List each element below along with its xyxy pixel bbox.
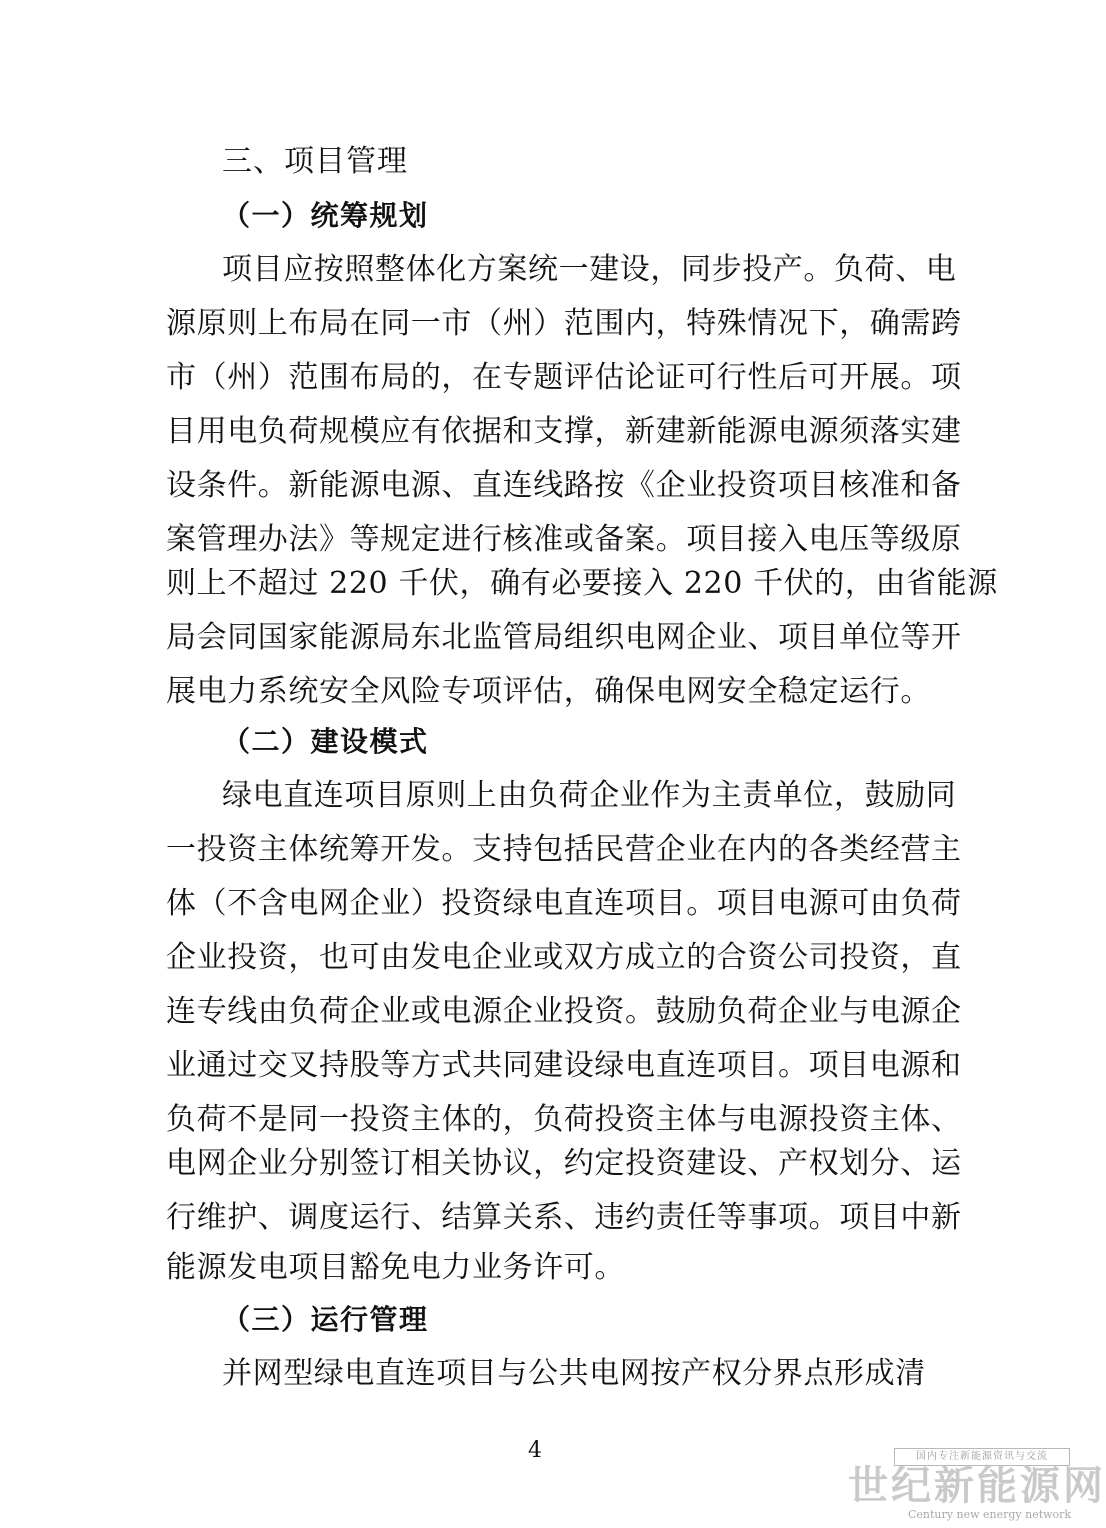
paragraph-line: 案管理办法》等规定进行核准或备案。项目接入电压等级原: [166, 522, 962, 557]
paragraph-line: 展电力系统安全风险专项评估，确保电网安全稳定运行。: [166, 674, 931, 709]
paragraph-line: 体（不含电网企业）投资绿电直连项目。项目电源可由负荷: [166, 886, 962, 921]
section-title: 三、项目管理: [222, 144, 408, 179]
paragraph-line: 一投资主体统筹开发。支持包括民营企业在内的各类经营主: [166, 832, 962, 867]
paragraph-line: 连专线由负荷企业或电源企业投资。鼓励负荷企业与电源企: [166, 994, 962, 1029]
site-watermark: [848, 1448, 1106, 1524]
paragraph-line: 电网企业分别签订相关协议，约定投资建设、产权划分、运: [166, 1146, 962, 1181]
paragraph-line: 设条件。新能源电源、直连线路按《企业投资项目核准和备: [166, 468, 962, 503]
paragraph-line: 业通过交叉持股等方式共同建设绿电直连项目。项目电源和: [166, 1048, 962, 1083]
subsection-heading-3: （三）运行管理: [222, 1303, 429, 1336]
paragraph-line: 目用电负荷规模应有依据和支撑，新建新能源电源须落实建: [166, 414, 962, 449]
paragraph-line: 局会同国家能源局东北监管局组织电网企业、项目单位等开: [166, 620, 962, 655]
paragraph-line: 企业投资，也可由发电企业或双方成立的合资公司投资，直: [166, 940, 962, 975]
paragraph-line: 能源发电项目豁免电力业务许可。: [166, 1250, 625, 1285]
watermark-banner: 国内专注新能源资讯与交流: [894, 1448, 1070, 1466]
paragraph-line: 行维护、调度运行、结算关系、违约责任等事项。项目中新: [166, 1200, 962, 1235]
paragraph-line: 并网型绿电直连项目与公共电网按产权分界点形成清: [222, 1356, 926, 1391]
subsection-heading-1: （一）统筹规划: [222, 199, 429, 232]
paragraph-line: 源原则上布局在同一市（州）范围内，特殊情况下，确需跨: [166, 306, 962, 341]
paragraph-line: 负荷不是同一投资主体的，负荷投资主体与电源投资主体、: [166, 1102, 962, 1137]
paragraph-line: 绿电直连项目原则上由负荷企业作为主责单位，鼓励同: [222, 778, 957, 813]
paragraph-line: 项目应按照整体化方案统一建设，同步投产。负荷、电: [222, 252, 957, 287]
paragraph-line: 则上不超过 220 千伏，确有必要接入 220 千伏的，由省能源: [166, 566, 998, 601]
subsection-heading-2: （二）建设模式: [222, 725, 429, 758]
watermark-name: 世纪新能源网: [848, 1463, 1106, 1509]
watermark-subtitle: Century new energy network: [908, 1508, 1072, 1521]
paragraph-line: 市（州）范围布局的，在专题评估论证可行性后可开展。项: [166, 360, 962, 395]
page-number: 4: [528, 1438, 542, 1463]
